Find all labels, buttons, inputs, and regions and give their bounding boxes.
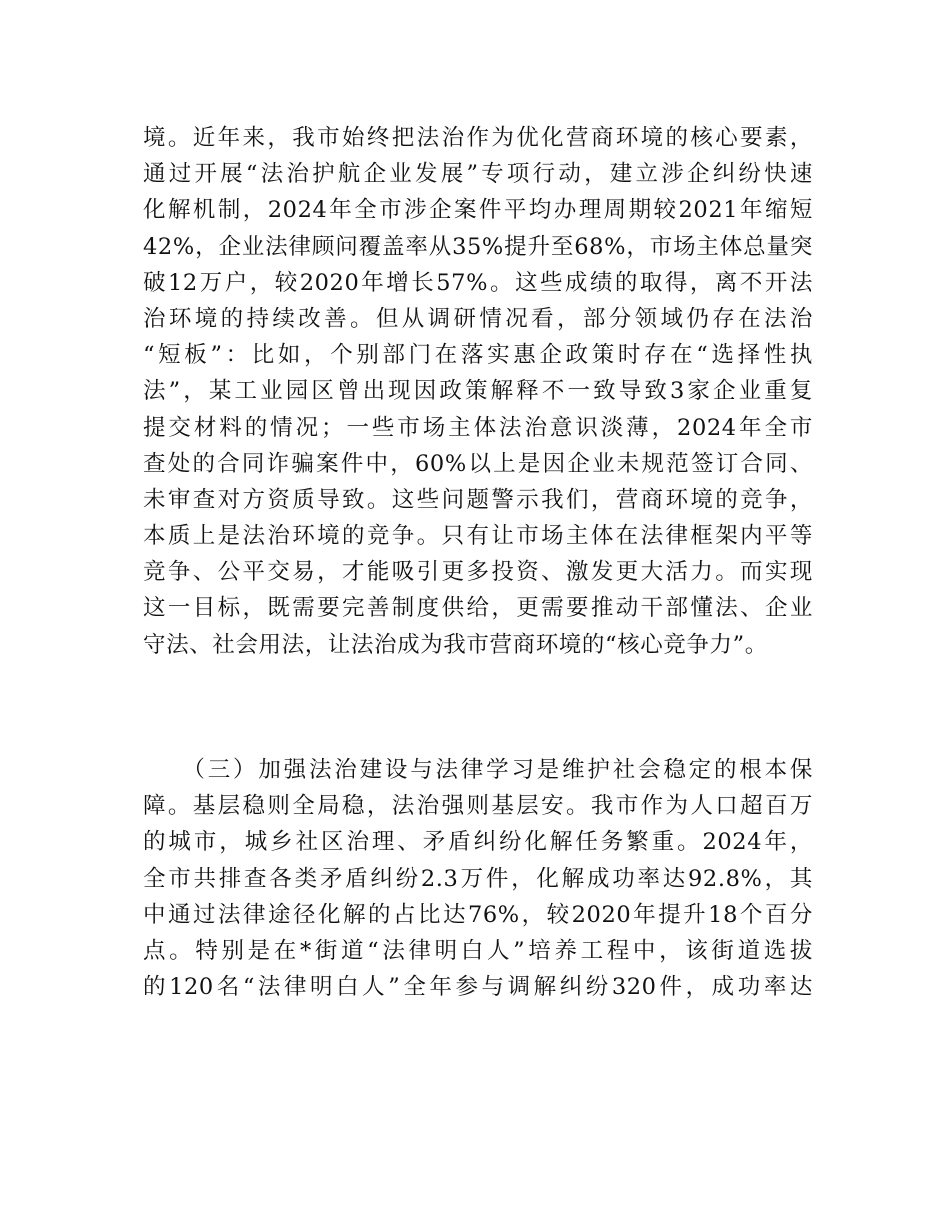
text-line: 未审查对方资质导致。这些问题警示我们，营商环境的竞争， <box>143 486 813 513</box>
text-line: 竞争、公平交易，才能吸引更多投资、激发更大活力。而实现 <box>143 559 813 586</box>
text-line: 通过开展“法治护航企业发展”专项行动，建立涉企纠纷快速 <box>143 161 813 188</box>
paragraph-social-stability <box>143 752 813 1005</box>
text-line: 法”，某工业园区曾出现因政策解释不一致导致3家企业重复 <box>143 378 813 405</box>
text-line: 化解机制，2024年全市涉企案件平均办理周期较2021年缩短 <box>143 197 813 224</box>
text-line: 这一目标，既需要完善制度供给，更需要推动干部懂法、企业 <box>143 595 813 622</box>
text-line: 查处的合同诈骗案件中，60%以上是因企业未规范签订合同、 <box>143 450 813 477</box>
paragraph-business-environment <box>143 120 813 663</box>
text-line: 本质上是法治环境的竞争。只有让市场主体在法律框架内平等 <box>143 523 813 550</box>
text-line: 提交材料的情况；一些市场主体法治意识淡薄，2024年全市 <box>143 414 813 441</box>
text-line: 中通过法律途径化解的占比达76%，较2020年提升18个百分 <box>143 901 813 928</box>
text-line: 的120名“法律明白人”全年参与调解纠纷320件，成功率达 <box>143 974 813 1001</box>
text-line: 42%，企业法律顾问覆盖率从35%提升至68%，市场主体总量突 <box>143 233 813 260</box>
text-line: 障。基层稳则全局稳，法治强则基层安。我市作为人口超百万 <box>143 793 813 820</box>
text-line: 境。近年来，我市始终把法治作为优化营商环境的核心要素， <box>143 125 813 151</box>
text-line: 点。特别是在*街道“法律明白人”培养工程中，该街道选拔 <box>143 937 813 964</box>
text-line: 破12万户，较2020年增长57%。这些成绩的取得，离不开法 <box>143 269 813 296</box>
text-line: 治环境的持续改善。但从调研情况看，部分领域仍存在法治 <box>143 305 813 332</box>
text-line: （三）加强法治建设与法律学习是维护社会稳定的根本保 <box>143 757 813 783</box>
text-line: 的城市，城乡社区治理、矛盾纠纷化解任务繁重。2024年， <box>143 829 813 856</box>
text-line: 全市共排查各类矛盾纠纷2.3万件，化解成功率达92.8%，其 <box>143 865 813 892</box>
text-line: 守法、社会用法，让法治成为我市营商环境的“核心竞争力”。 <box>143 631 768 658</box>
text-line: “短板”：比如，个别部门在落实惠企政策时存在“选择性执 <box>143 342 813 369</box>
